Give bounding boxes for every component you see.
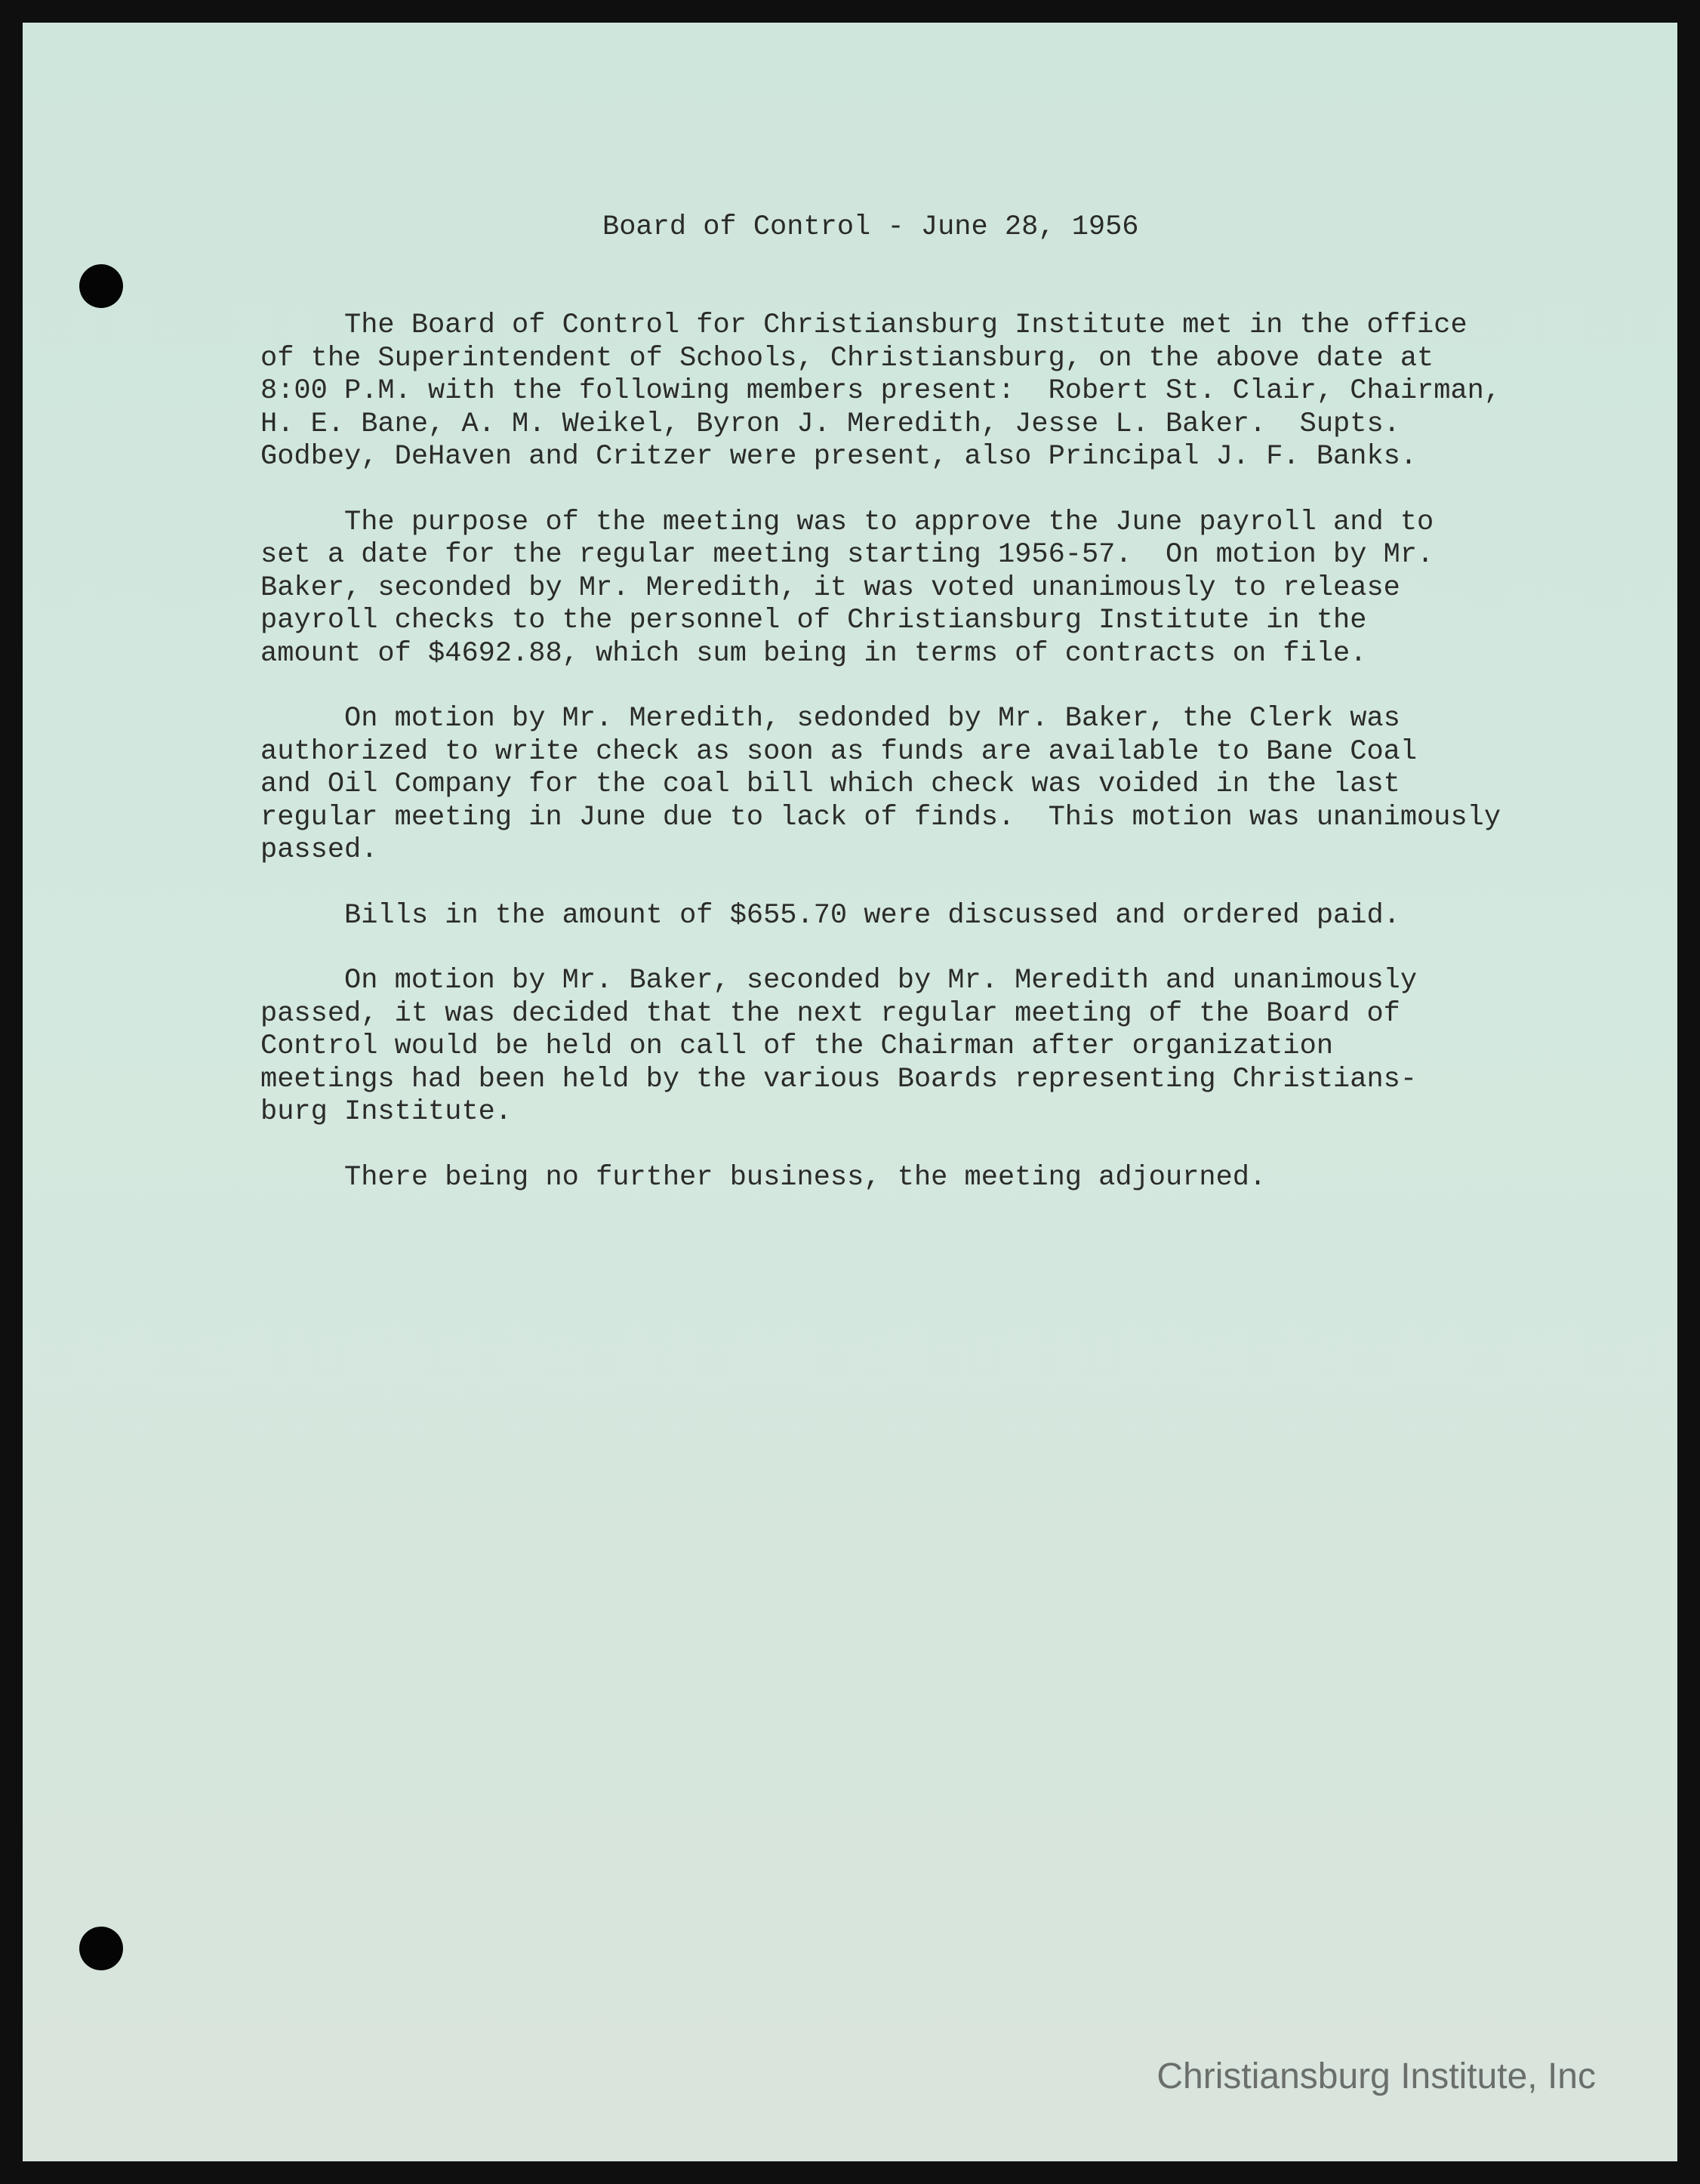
paragraph-coal-bill: On motion by Mr. Meredith, sedonded by Mr. Baker, the Clerk was authorized to write check as soon as funds are available to Bane Coal and Oil Company for the coal bill which check was voided in the last regular meeting in June due to lack of finds. This motion was unanimously passed. bbox=[260, 703, 1501, 866]
paragraph-next-meeting: On motion by Mr. Baker, seconded by Mr. Meredith and unanimously passed, it was decided that the next regular meeting of the Board of Control would be held on call of the Chairman after organization meetings had been held by the various Boards representing Christians- burg Institute. bbox=[260, 965, 1418, 1128]
document-title: Board of Control - June 28, 1956 bbox=[602, 211, 1139, 243]
punch-hole-top bbox=[79, 264, 123, 308]
punch-hole-bottom bbox=[79, 1927, 123, 1970]
document-body bbox=[260, 310, 1529, 1227]
paragraph-attendance: The Board of Control for Christiansburg Institute met in the office of the Superintendent of Schools, Christiansburg, on the above date at 8:00 P.M. with the following members present: Robert St. Clair, Chairman, H. E. Bane, A. M. Weikel, Byron J. Meredith, Jesse L. Baker. Supts. Godbey, DeHaven and Critzer were present, also Principal J. F. Banks. bbox=[260, 310, 1501, 473]
paragraph-adjourned: There being no further business, the meeting adjourned. bbox=[260, 1161, 1267, 1194]
watermark-text: Christiansburg Institute, Inc bbox=[1156, 2056, 1596, 2096]
document-page bbox=[23, 23, 1677, 2161]
paragraph-payroll: The purpose of the meeting was to approve the June payroll and to set a date for the regular meeting starting 1956-57. On motion by Mr. Baker, seconded by Mr. Meredith, it was voted unanimously to release payroll checks to the personnel of Christiansburg Institute in the amount of $4692.88, which sum being in terms of contracts on file. bbox=[260, 506, 1434, 670]
paragraph-bills: Bills in the amount of $655.70 were discussed and ordered paid. bbox=[260, 899, 1400, 932]
